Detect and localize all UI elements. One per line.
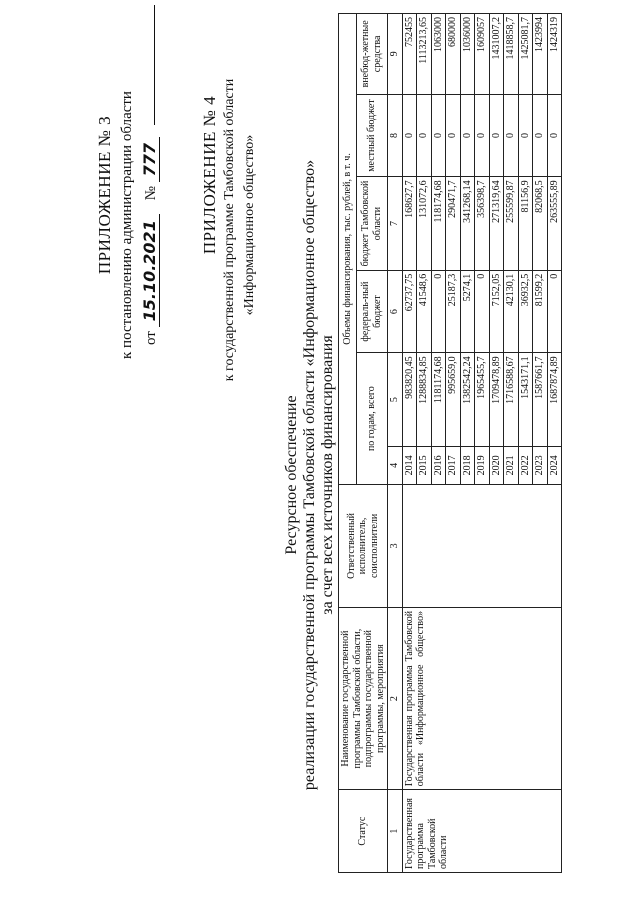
- total-cell: 995659,0: [446, 353, 461, 446]
- extra-cell: 1063000: [431, 14, 446, 95]
- decree-line: к постановлению администрации области: [119, 91, 135, 359]
- regional-cell: 255599,87: [504, 177, 519, 270]
- year-cell: 2022: [518, 446, 533, 484]
- column-number-row: [388, 14, 403, 873]
- year-cell: 2024: [547, 446, 562, 484]
- federal-cell: 81599,2: [533, 270, 548, 353]
- extra-cell: 1609057: [475, 14, 490, 95]
- header-local: местный бюджет: [356, 94, 387, 177]
- appendix4-heading: ПРИЛОЖЕНИЕ № 4: [200, 95, 219, 255]
- local-cell: 0: [402, 94, 417, 177]
- extra-cell: 1423994: [533, 14, 548, 95]
- document-title-line2: реализации государственной программы Тамбовской области «Информационное общество»: [301, 159, 318, 791]
- total-cell: 1709478,89: [489, 353, 504, 446]
- col-number: 9: [388, 14, 403, 95]
- local-cell: 0: [504, 94, 519, 177]
- date-prefix: от: [143, 331, 159, 345]
- col-number: 8: [388, 94, 403, 177]
- col-number: 2: [388, 607, 403, 789]
- federal-cell: 0: [547, 270, 562, 353]
- signature-line: [154, 5, 155, 125]
- regional-cell: 341268,14: [460, 177, 475, 270]
- header-status: Статус: [339, 790, 388, 873]
- local-cell: 0: [489, 94, 504, 177]
- local-cell: 0: [431, 94, 446, 177]
- total-cell: 1716588,67: [504, 353, 519, 446]
- extra-cell: 1036000: [460, 14, 475, 95]
- year-cell: 2019: [475, 446, 490, 484]
- year-cell: 2016: [431, 446, 446, 484]
- regional-cell: 168627,7: [402, 177, 417, 270]
- local-cell: 0: [446, 94, 461, 177]
- total-cell: 983820,45: [402, 353, 417, 446]
- appendix3-heading: ПРИЛОЖЕНИЕ № 3: [95, 115, 114, 275]
- year-cell: 2015: [417, 446, 432, 484]
- total-cell: 1587661,7: [533, 353, 548, 446]
- federal-cell: 5274,1: [460, 270, 475, 353]
- federal-cell: 0: [475, 270, 490, 353]
- local-cell: 0: [518, 94, 533, 177]
- header-volumes: Объемы финансирования, тыс. рублей, в т. ч.: [339, 14, 357, 485]
- extra-cell: 680000: [446, 14, 461, 95]
- funding-table: [338, 13, 562, 873]
- federal-cell: 42130,1: [504, 270, 519, 353]
- regional-cell: 356398,7: [475, 177, 490, 270]
- extra-cell: 1113213,65: [417, 14, 432, 95]
- table-row: [402, 14, 417, 873]
- year-cell: 2014: [402, 446, 417, 484]
- col-number: 6: [388, 270, 403, 353]
- extra-cell: 1425081,7: [518, 14, 533, 95]
- regional-cell: 290471,7: [446, 177, 461, 270]
- header-regional: бюджет Тамбовской области: [356, 177, 387, 270]
- status-cell: Государственная программа Тамбовской области: [402, 790, 562, 873]
- regional-cell: 82068,5: [533, 177, 548, 270]
- total-cell: 1181174,68: [431, 353, 446, 446]
- header-extra: внебюд-жетные средства: [356, 14, 387, 95]
- extra-cell: 1431007,2: [489, 14, 504, 95]
- regional-cell: 81156,9: [518, 177, 533, 270]
- col-number: 5: [388, 353, 403, 446]
- col-number: 1: [388, 790, 403, 873]
- col-number: 4: [388, 446, 403, 484]
- total-cell: 1288834,85: [417, 353, 432, 446]
- regional-cell: 118174,68: [431, 177, 446, 270]
- total-cell: 1382542,24: [460, 353, 475, 446]
- year-cell: 2021: [504, 446, 519, 484]
- header-responsible: Ответственный исполнитель, соисполнители: [339, 484, 388, 607]
- col-number: 7: [388, 177, 403, 270]
- header-name: Наименование государственной программы Тамбовской области, подпрограммы государственной программы, мероприятия: [339, 607, 388, 789]
- year-cell: 2017: [446, 446, 461, 484]
- extra-cell: 752455: [402, 14, 417, 95]
- total-cell: 1687874,89: [547, 353, 562, 446]
- number-prefix: №: [143, 186, 159, 201]
- responsible-cell: [402, 484, 562, 607]
- program-reference-line2: «Информационное общество»: [242, 134, 257, 316]
- extra-cell: 1418858,7: [504, 14, 519, 95]
- federal-cell: 0: [431, 270, 446, 353]
- header-row-1: [339, 14, 357, 873]
- year-cell: 2020: [489, 446, 504, 484]
- local-cell: 0: [475, 94, 490, 177]
- year-cell: 2018: [460, 446, 475, 484]
- header-by-years: по годам, всего: [356, 353, 387, 484]
- decree-date-line: [140, 45, 160, 345]
- regional-cell: 131072,6: [417, 177, 432, 270]
- federal-cell: 41548,6: [417, 270, 432, 353]
- year-cell: 2023: [533, 446, 548, 484]
- federal-cell: 62737,75: [402, 270, 417, 353]
- header-federal: федераль-ный бюджет: [356, 270, 387, 353]
- total-cell: 1965455,7: [475, 353, 490, 446]
- federal-cell: 25187,3: [446, 270, 461, 353]
- handwritten-number: 777: [140, 137, 160, 182]
- regional-cell: 271319,64: [489, 177, 504, 270]
- local-cell: 0: [533, 94, 548, 177]
- federal-cell: 36932,5: [518, 270, 533, 353]
- program-reference-line1: к государственной программе Тамбовской области: [222, 78, 237, 382]
- local-cell: 0: [417, 94, 432, 177]
- total-cell: 1543171,1: [518, 353, 533, 446]
- local-cell: 0: [547, 94, 562, 177]
- federal-cell: 7152,05: [489, 270, 504, 353]
- handwritten-date: 15.10.2021: [140, 214, 160, 327]
- document-title-line1: Ресурсное обеспечение: [283, 395, 300, 555]
- extra-cell: 1424319: [547, 14, 562, 95]
- col-number: 3: [388, 484, 403, 607]
- document-title-line3: за счет всех источников финансирования: [319, 335, 336, 615]
- local-cell: 0: [460, 94, 475, 177]
- regional-cell: 263555,89: [547, 177, 562, 270]
- program-name-cell: Государственная программа Тамбовской области «Информационное общество»: [402, 607, 562, 789]
